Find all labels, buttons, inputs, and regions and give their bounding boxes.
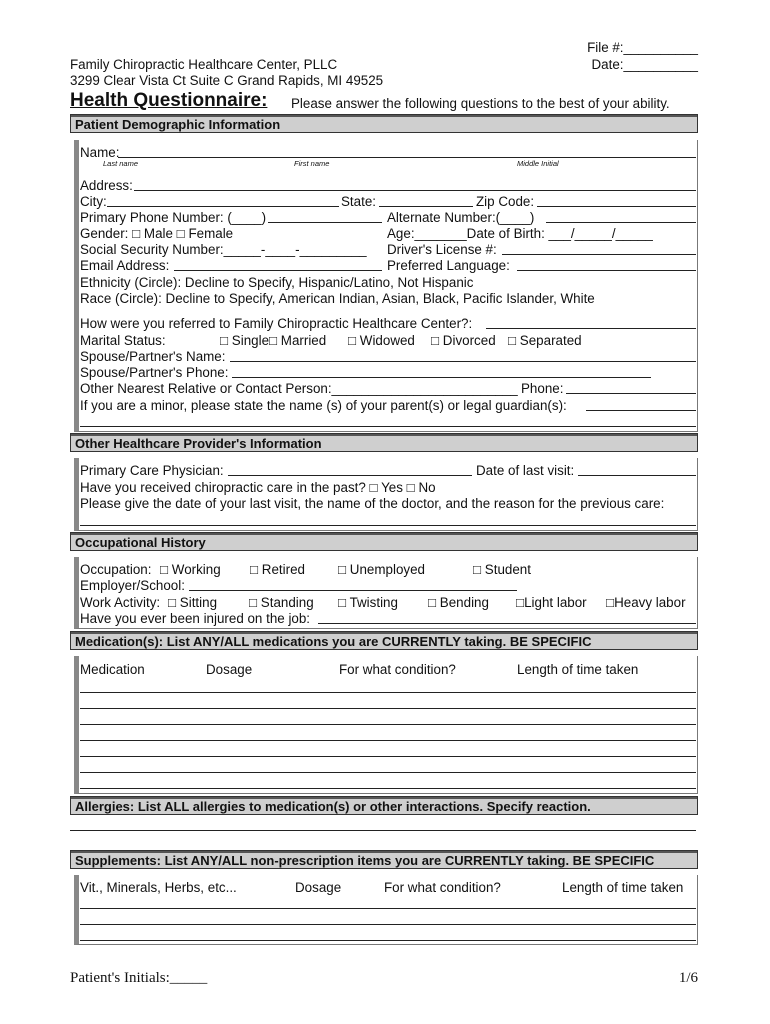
work-twisting-checkbox[interactable]: □ Twisting (338, 595, 398, 610)
marital-separated-checkbox[interactable]: □ Separated (508, 333, 582, 348)
address-input[interactable] (134, 190, 696, 191)
email-input[interactable] (174, 270, 382, 271)
pcp-input[interactable] (228, 475, 472, 476)
preferred-language-label: Preferred Language: (387, 258, 510, 273)
page-title: Health Questionnaire: (70, 90, 268, 111)
primary-phone-input[interactable] (268, 222, 382, 223)
work-activity-label: Work Activity: (80, 595, 161, 610)
chiropractic-care-checkboxes[interactable]: Have you received chiropractic care in the past? □ Yes □ No (80, 480, 436, 495)
guardian-input[interactable] (586, 410, 696, 411)
medication-row-line[interactable] (80, 788, 696, 789)
spouse-name-input[interactable] (230, 361, 696, 362)
city-input[interactable] (107, 206, 339, 207)
previous-care-label: Please give the date of your last visit, the name of the doctor, and the reason for the previous care: (80, 496, 665, 511)
guardian-input-line-2[interactable] (80, 426, 696, 427)
name-input[interactable] (118, 157, 696, 158)
section-allergies-header: Allergies: List ALL allergies to medication(s) or other interactions. Specify reaction. (70, 796, 698, 815)
spouse-phone-label: Spouse/Partner's Phone: (80, 365, 229, 380)
work-bending-checkbox[interactable]: □ Bending (428, 595, 489, 610)
section-supplements-header: Supplements: List ANY/ALL non-prescription items you are CURRENTLY taking. BE SPECIFIC (70, 850, 698, 869)
section-medications-header: Medication(s): List ANY/ALL medications you are CURRENTLY taking. BE SPECIFIC (70, 631, 698, 650)
medication-row-line[interactable] (80, 740, 696, 741)
gender-checkboxes[interactable]: Gender: □ Male □ Female (80, 226, 234, 241)
referral-label: How were you referred to Family Chiropractic Healthcare Center?: (80, 316, 473, 331)
city-label: City: (80, 194, 107, 209)
allergies-input-line[interactable] (70, 830, 696, 831)
dosage-column-header: Dosage (206, 662, 253, 677)
pcp-label: Primary Care Physician: (80, 463, 224, 478)
occupation-working-checkbox[interactable]: □ Working (160, 562, 221, 577)
date-field[interactable]: Date:__________ (591, 57, 698, 72)
email-label: Email Address: (80, 258, 170, 273)
occupation-unemployed-checkbox[interactable]: □ Unemployed (338, 562, 425, 577)
work-standing-checkbox[interactable]: □ Standing (249, 595, 314, 610)
drivers-license-label: Driver's License #: (387, 242, 497, 257)
supplement-row-line[interactable] (80, 940, 696, 941)
supplement-length-column-header: Length of time taken (562, 880, 684, 895)
address-label: Address: (80, 178, 133, 193)
medication-row-line[interactable] (80, 692, 696, 693)
other-relative-field[interactable]: Other Nearest Relative or Contact Person:_________________________ (80, 381, 518, 396)
preferred-language-input[interactable] (517, 270, 696, 271)
supplement-condition-column-header: For what condition? (384, 880, 501, 895)
medication-row-line[interactable] (80, 708, 696, 709)
last-name-hint: Last name (103, 159, 139, 168)
race-options[interactable]: Race (Circle): Decline to Specify, American Indian, Asian, Black, Pacific Islander, White (80, 291, 595, 306)
last-visit-input[interactable] (578, 475, 696, 476)
previous-care-input[interactable] (80, 525, 696, 526)
relative-phone-label: Phone: (521, 381, 564, 396)
employer-input[interactable] (189, 590, 517, 591)
guardian-label: If you are a minor, please state the name (s) of your parent(s) or legal guardian(s): (80, 398, 567, 413)
supplement-dosage-column-header: Dosage (295, 880, 342, 895)
name-label: Name: (80, 145, 120, 160)
supplement-row-line[interactable] (80, 908, 696, 909)
org-address: 3299 Clear Vista Ct Suite C Grand Rapids, MI 49525 (70, 73, 384, 88)
marital-status-label: Marital Status: (80, 333, 166, 348)
section-providers-header: Other Healthcare Provider's Information (70, 433, 698, 452)
state-label: State: (341, 194, 376, 209)
supplement-row-line[interactable] (80, 924, 696, 925)
last-visit-label: Date of last visit: (476, 463, 575, 478)
first-name-hint: First name (294, 159, 330, 168)
marital-widowed-checkbox[interactable]: □ Widowed (348, 333, 415, 348)
alternate-number-label: Alternate Number:(____) (387, 210, 535, 225)
alternate-number-input[interactable] (546, 222, 696, 223)
zip-label: Zip Code: (476, 194, 535, 209)
medication-column-header: Medication (80, 662, 145, 677)
marital-divorced-checkbox[interactable]: □ Divorced (431, 333, 496, 348)
work-heavy-labor-checkbox[interactable]: □Heavy labor (606, 595, 686, 610)
employer-label: Employer/School: (80, 578, 185, 593)
primary-phone-label: Primary Phone Number: (____) (80, 210, 267, 225)
supplement-column-header: Vit., Minerals, Herbs, etc... (80, 880, 237, 895)
ethnicity-options[interactable]: Ethnicity (Circle): Decline to Specify, Hispanic/Latino, Not Hispanic (80, 275, 474, 290)
patient-initials-field[interactable]: Patient's Initials:_____ (70, 970, 208, 986)
marital-single-checkbox[interactable]: □ Single (220, 333, 270, 348)
occupation-label: Occupation: (80, 562, 152, 577)
medication-row-line[interactable] (80, 756, 696, 757)
occupation-retired-checkbox[interactable]: □ Retired (250, 562, 305, 577)
age-dob-field[interactable]: Age:_______Date of Birth: ___/_____/_____ (387, 226, 653, 241)
condition-column-header: For what condition? (339, 662, 456, 677)
page-number: 1/6 (678, 970, 698, 986)
spouse-name-label: Spouse/Partner's Name: (80, 349, 226, 364)
work-sitting-checkbox[interactable]: □ Sitting (168, 595, 218, 610)
injured-input[interactable] (318, 623, 696, 624)
marital-married-checkbox[interactable]: □ Married (269, 333, 327, 348)
middle-initial-hint: Middle Initial (517, 159, 559, 168)
section-occupational-header: Occupational History (70, 532, 698, 551)
org-name: Family Chiropractic Healthcare Center, PLLC (70, 57, 338, 72)
work-light-labor-checkbox[interactable]: □Light labor (516, 595, 587, 610)
drivers-license-input[interactable] (502, 254, 696, 255)
occupation-student-checkbox[interactable]: □ Student (473, 562, 531, 577)
referral-input[interactable] (486, 328, 696, 329)
injured-label: Have you ever been injured on the job: (80, 611, 311, 626)
section-demographics-header: Patient Demographic Information (70, 114, 698, 133)
state-input[interactable] (379, 206, 473, 207)
relative-phone-input[interactable] (566, 393, 696, 394)
page-instruction: Please answer the following questions to the best of your ability. (291, 96, 670, 111)
medication-row-line[interactable] (80, 772, 696, 773)
ssn-field[interactable]: Social Security Number:_____-____-_________ (80, 242, 367, 257)
file-number-field[interactable]: File #:__________ (587, 40, 698, 55)
medication-row-line[interactable] (80, 724, 696, 725)
length-column-header: Length of time taken (517, 662, 639, 677)
zip-input[interactable] (537, 206, 696, 207)
spouse-phone-input[interactable] (232, 377, 651, 378)
